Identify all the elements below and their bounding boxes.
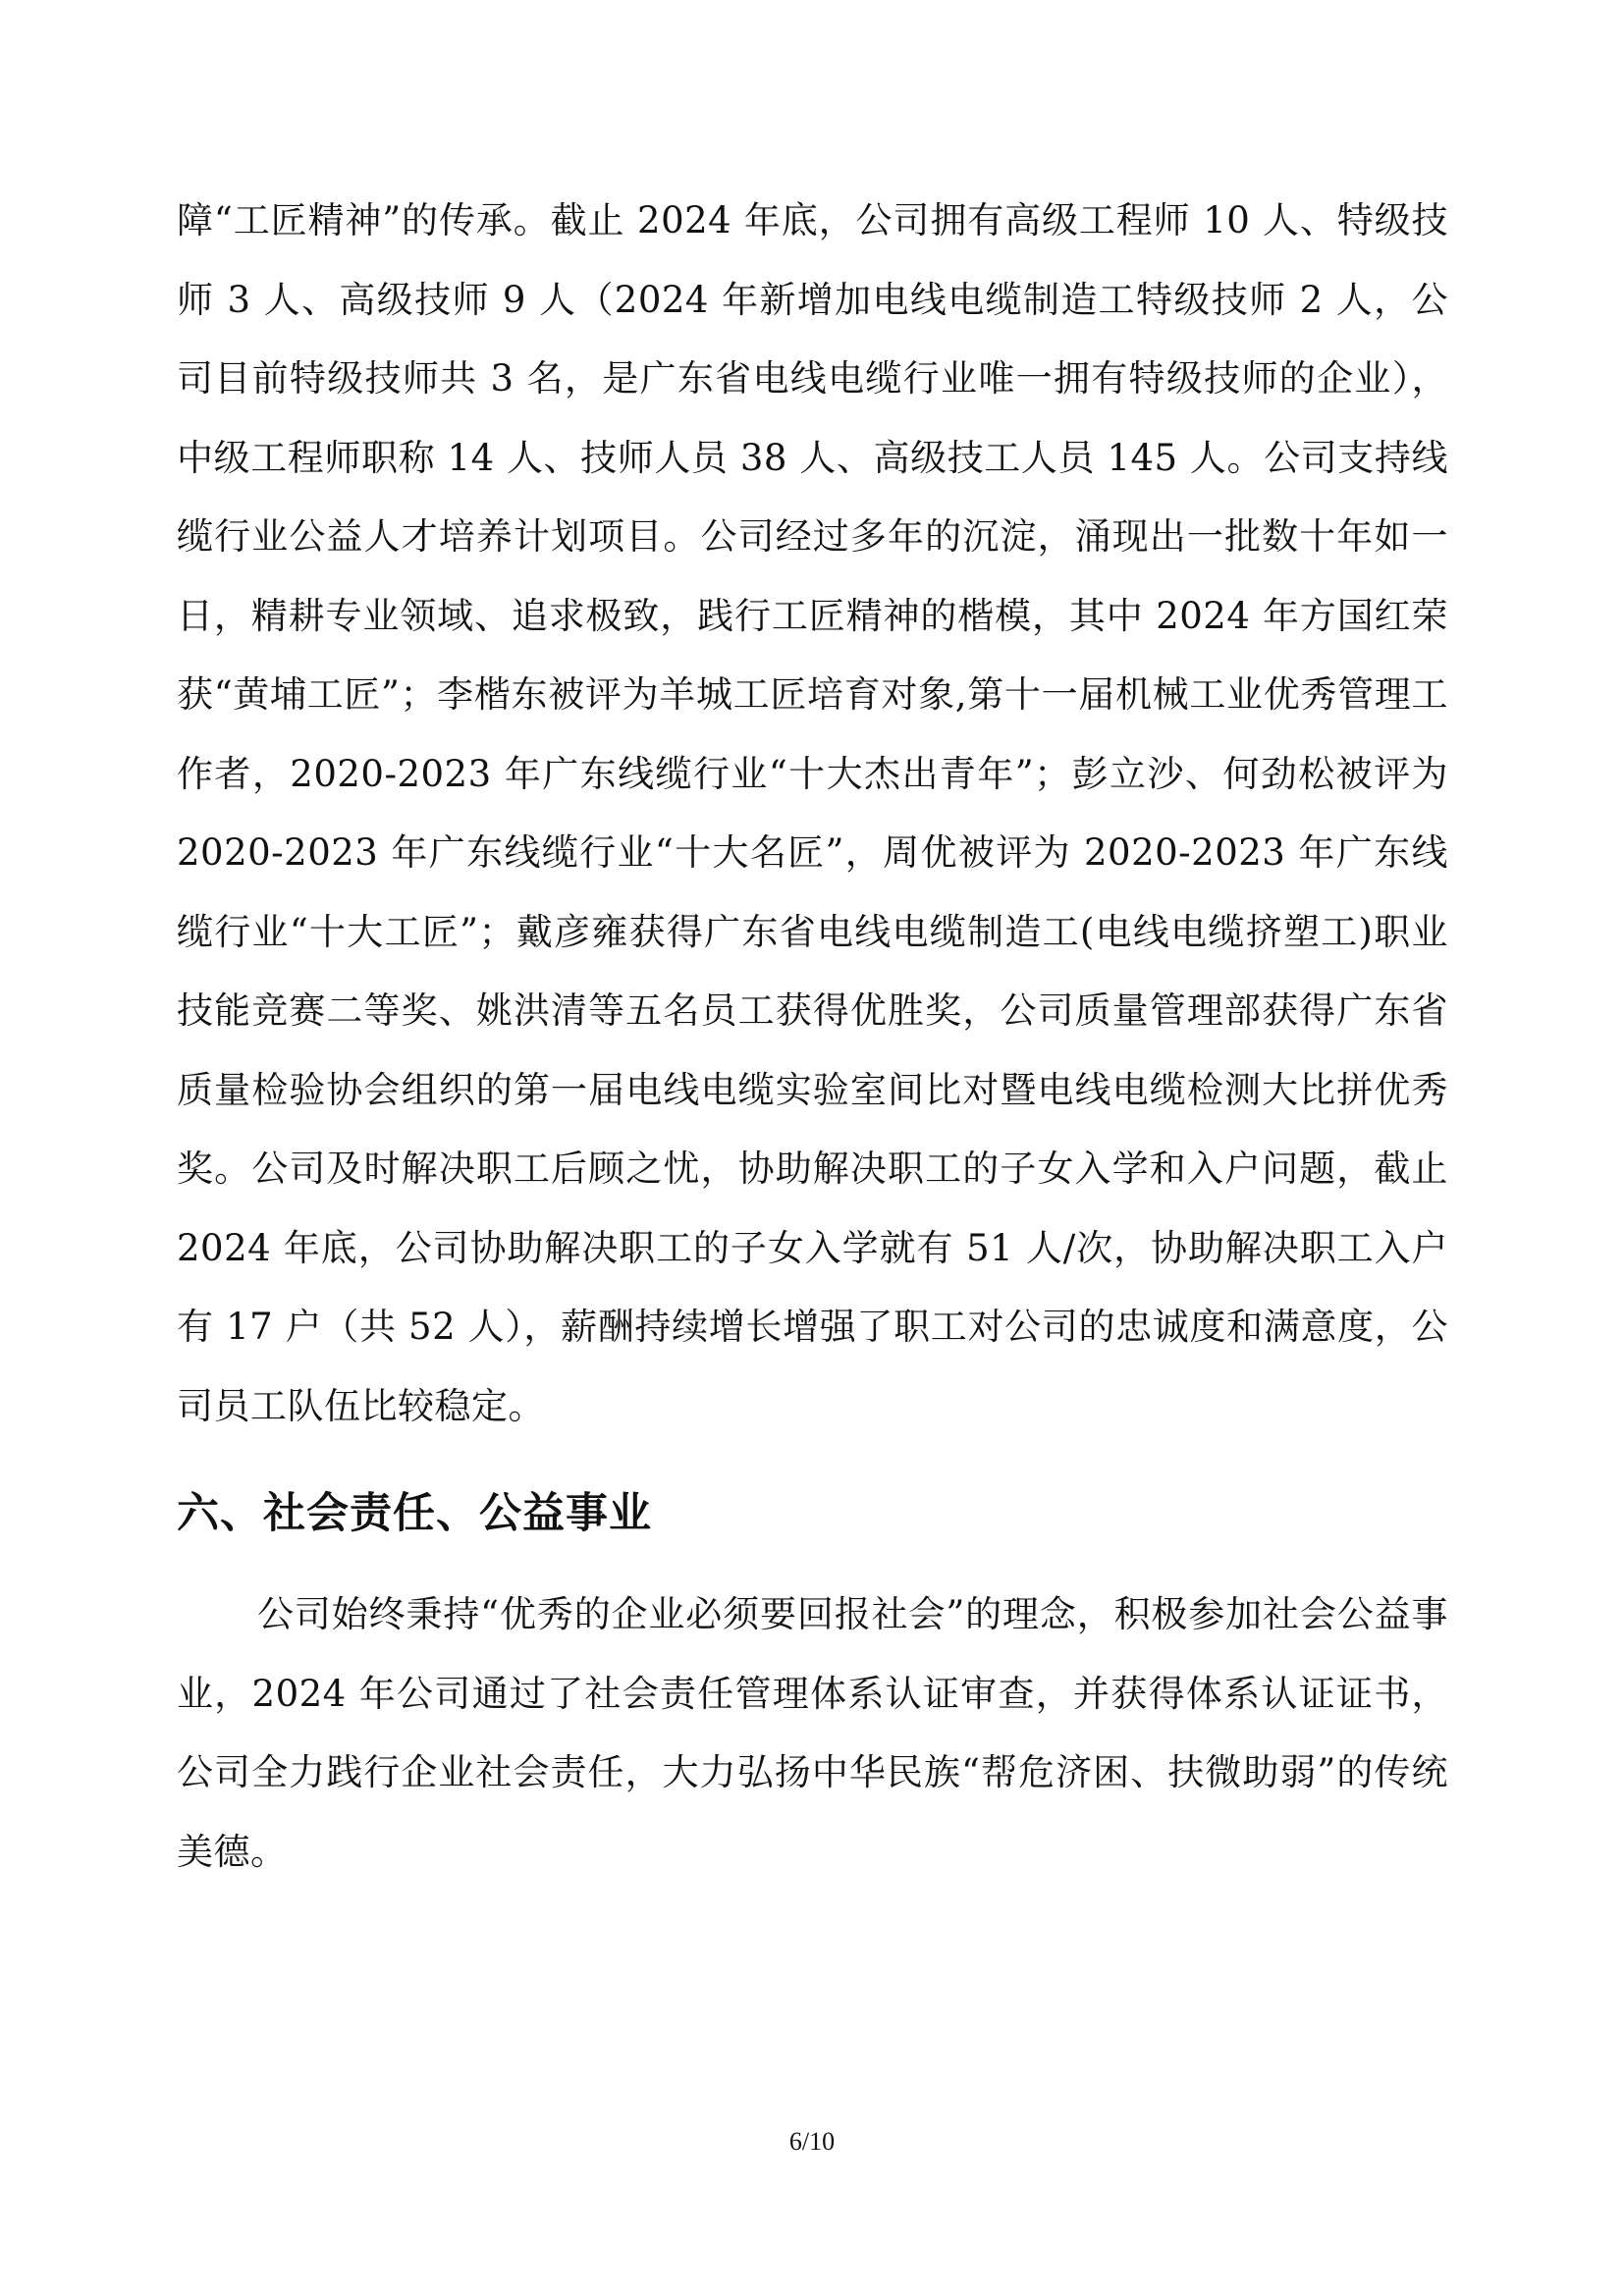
section-heading: 六、社会责任、公益事业	[177, 1489, 652, 1538]
body-paragraph: 公司始终秉持“优秀的企业必须要回报社会”的理念，积极参加社会公益事业，2024 年公司通过了社会责任管理体系认证审查，并获得体系认证证书，公司全力践行企业社会责任，大力弘扬中华民族“帮危济困、扶微助弱”的传统美德。	[177, 1593, 1448, 1873]
body-paragraph: 障“工匠精神”的传承。截止 2024 年底，公司拥有高级工程师 10 人、特级技师 3 人、高级技师 9 人（2024 年新增加电线电缆制造工特级技师 2 人，公司目前特级技师共 3 名，是广东省电线电缆行业唯一拥有特级技师的企业），中级工程师职称 14 人、技师人员 38 人、高级技工人员 145 人。公司支持线缆行业公益人才培养计划项目。公司经过多年的沉淀，涌现出一批数十年如一日，精耕专业领域、追求极致，践行工匠精神的楷模，其中 2024 年方国红荣获“黄埔工匠”；李楷东被评为羊城工匠培育对象,第十一届机械工业优秀管理工作者，2020-2023 年广东线缆行业“十大杰出青年”；彭立沙、何劲松被评为 2020-2023 年广东线缆行业“十大名匠”，周优被评为 2020-2023 年广东线缆行业“十大工匠”；戴彦雍获得广东省电线电缆制造工(电线电缆挤塑工)职业技能竞赛二等奖、姚洪清等五名员工获得优胜奖，公司质量管理部获得广东省质量检验协会组织的第一届电线电缆实验室间比对暨电线电缆检测大比拼优秀奖。公司及时解决职工后顾之忧，协助解决职工的子女入学和入户问题，截止 2024 年底，公司协助解决职工的子女入学就有 51 人/次，协助解决职工入户有 17 户（共 52 人），薪酬持续增长增强了职工对公司的忠诚度和满意度，公司员工队伍比较稳定。	[177, 199, 1448, 1427]
document-body	[177, 182, 1448, 1892]
page-number: 6/10	[788, 2127, 836, 2156]
